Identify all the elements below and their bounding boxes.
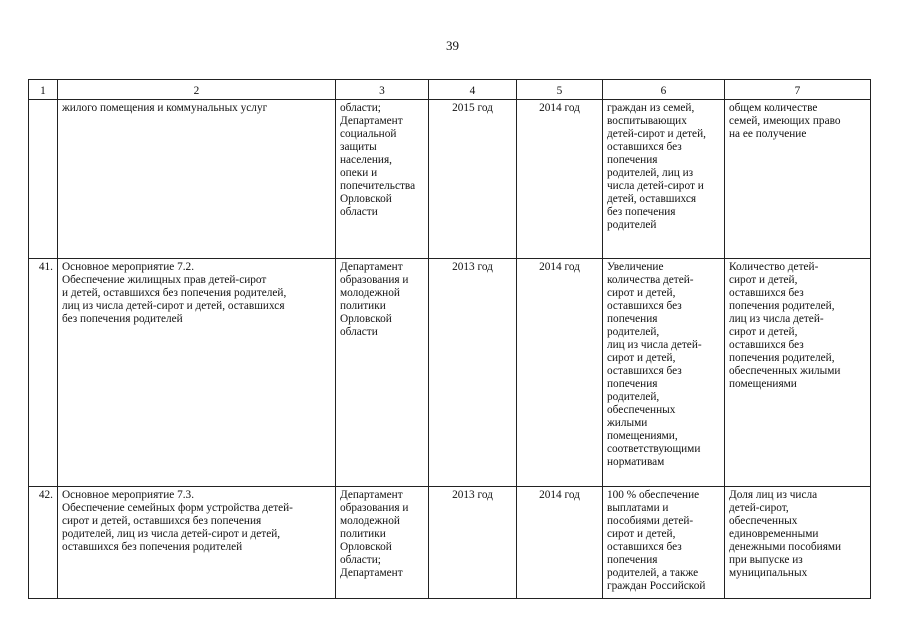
cell-text-line: области; <box>340 554 381 566</box>
cell-text-line: граждан Российской <box>607 580 706 592</box>
cell-text-line: попечения <box>607 154 658 166</box>
cell-text-line: обеспеченных <box>729 515 798 527</box>
cell-text-line: Орловской <box>340 193 392 205</box>
cell-text-line: единовременными <box>729 528 819 540</box>
cell-text-line: общем количестве <box>729 102 818 114</box>
indicator-cell <box>725 259 871 487</box>
cell-text-line: родителей, а также <box>607 567 699 579</box>
table-row <box>29 259 871 487</box>
cell-text-line: муниципальных <box>729 567 808 579</box>
cell-text-line: Департамент <box>340 261 403 273</box>
cell-text-line: выплатами и <box>607 502 669 514</box>
end-year-cell: 2014 год <box>517 487 603 599</box>
executor-cell <box>336 259 429 487</box>
row-number-cell: 42. <box>29 487 58 599</box>
cell-text-line: без попечения <box>607 206 676 218</box>
cell-text-line: сирот и детей, <box>729 274 798 286</box>
executor-cell <box>336 487 429 599</box>
header-cell-7: 7 <box>725 80 871 100</box>
row-number-cell: 41. <box>29 259 58 487</box>
expected-result-cell <box>603 259 725 487</box>
cell-text-line: области <box>340 206 378 218</box>
table-row <box>29 100 871 259</box>
table-row <box>29 487 871 599</box>
cell-text-line: семей, имеющих право <box>729 115 841 127</box>
cell-text-line: родителей, <box>607 326 660 338</box>
cell-text-line: родителей <box>607 219 657 231</box>
activity-cell <box>58 487 336 599</box>
cell-text-line: лиц из числа детей- <box>607 339 702 351</box>
cell-text-line: попечения <box>607 313 658 325</box>
header-cell-3: 3 <box>336 80 429 100</box>
cell-text-line: Департамент <box>340 115 403 127</box>
cell-text-line: денежными пособиями <box>729 541 842 553</box>
end-year-cell: 2014 год <box>517 100 603 259</box>
cell-text-line: молодежной <box>340 515 400 527</box>
cell-text-line: числа детей-сирот и <box>607 180 704 192</box>
cell-text-line: Орловской <box>340 313 392 325</box>
cell-text-line: жилого помещения и коммунальных услуг <box>62 102 268 114</box>
row-number-cell <box>29 100 58 259</box>
cell-text-line: политики <box>340 300 386 312</box>
cell-text-line: обеспеченных жилыми <box>729 365 841 377</box>
cell-text-line: родителей, лиц из числа детей-сирот и детей, <box>62 528 281 540</box>
cell-text-line: социальной <box>340 128 397 140</box>
cell-text-line: сирот и детей, <box>607 287 676 299</box>
header-cell-6: 6 <box>603 80 725 100</box>
cell-text-line: и детей, оставшихся без попечения родителей, <box>62 287 287 299</box>
activity-cell <box>58 100 336 259</box>
cell-text-line: сирот и детей, оставшихся без попечения <box>62 515 262 527</box>
cell-text-line: лиц из числа детей- <box>729 313 824 325</box>
cell-text-line: оставшихся без <box>607 365 682 377</box>
cell-text-line: детей-сирот, <box>729 502 789 514</box>
cell-text-line: Количество детей- <box>729 261 819 273</box>
cell-text-line: оставшихся без <box>607 300 682 312</box>
cell-text-line: попечения родителей, <box>729 300 835 312</box>
cell-text-line: сирот и детей, <box>607 528 676 540</box>
cell-text-line: политики <box>340 528 386 540</box>
cell-text-line: обеспеченных <box>607 404 676 416</box>
executor-cell <box>336 100 429 259</box>
cell-text-line: помещениями <box>729 378 797 390</box>
cell-text-line: оставшихся без <box>607 141 682 153</box>
cell-text-line: нормативам <box>607 456 665 468</box>
cell-text-line: воспитывающих <box>607 115 687 127</box>
cell-text-line: жилыми <box>607 417 648 429</box>
cell-text-line: молодежной <box>340 287 400 299</box>
start-year-cell: 2013 год <box>429 487 517 599</box>
cell-text-line: Орловской <box>340 541 392 553</box>
activity-cell <box>58 259 336 487</box>
cell-text-line: оставшихся без <box>607 541 682 553</box>
start-year-cell: 2015 год <box>429 100 517 259</box>
header-cell-2: 2 <box>58 80 336 100</box>
cell-text-line: области; <box>340 102 381 114</box>
cell-text-line: образования и <box>340 274 409 286</box>
cell-text-line: количества детей- <box>607 274 694 286</box>
cell-text-line: населения, <box>340 154 392 166</box>
cell-text-line: сирот и детей, <box>607 352 676 364</box>
cell-text-line: Департамент <box>340 567 403 579</box>
page-number: 39 <box>446 38 459 53</box>
cell-text-line: пособиями детей- <box>607 515 694 527</box>
expected-result-cell <box>603 100 725 259</box>
header-row <box>29 80 871 100</box>
cell-text-line: граждан из семей, <box>607 102 695 114</box>
cell-text-line: оставшихся без <box>729 287 804 299</box>
cell-text-line: родителей, лиц из <box>607 167 694 179</box>
cell-text-line: Доля лиц из числа <box>729 489 818 501</box>
cell-text-line: 100 % обеспечение <box>607 489 700 501</box>
cell-text-line: защиты <box>340 141 377 153</box>
cell-text-line: попечительства <box>340 180 416 192</box>
cell-text-line: оставшихся без попечения родителей <box>62 541 243 553</box>
cell-text-line: родителей, <box>607 391 660 403</box>
cell-text-line: сирот и детей, <box>729 326 798 338</box>
cell-text-line: лиц из числа детей-сирот и детей, оставшихся <box>62 300 285 312</box>
cell-text-line: Увеличение <box>607 261 664 273</box>
cell-text-line: Департамент <box>340 489 403 501</box>
header-cell-1: 1 <box>29 80 58 100</box>
cell-text-line: детей-сирот и детей, <box>607 128 706 140</box>
cell-text-line: Обеспечение семейных форм устройства детей- <box>62 502 293 514</box>
start-year-cell: 2013 год <box>429 259 517 487</box>
cell-text-line: образования и <box>340 502 409 514</box>
cell-text-line: помещениями, <box>607 430 678 442</box>
indicator-cell <box>725 487 871 599</box>
cell-text-line: опеки и <box>340 167 378 179</box>
cell-text-line: детей, оставшихся <box>607 193 697 205</box>
cell-text-line: при выпуске из <box>729 554 803 566</box>
cell-text-line: области <box>340 326 378 338</box>
cell-text-line: попечения родителей, <box>729 352 835 364</box>
cell-text-line: Основное мероприятие 7.2. <box>62 261 195 273</box>
cell-text-line: Обеспечение жилищных прав детей-сирот <box>62 274 267 286</box>
program-table <box>28 79 871 599</box>
indicator-cell <box>725 100 871 259</box>
end-year-cell: 2014 год <box>517 259 603 487</box>
cell-text-line: без попечения родителей <box>62 313 183 325</box>
cell-text-line: попечения <box>607 554 658 566</box>
cell-text-line: Основное мероприятие 7.3. <box>62 489 195 501</box>
header-cell-5: 5 <box>517 80 603 100</box>
cell-text-line: оставшихся без <box>729 339 804 351</box>
header-cell-4: 4 <box>429 80 517 100</box>
cell-text-line: на ее получение <box>729 128 807 140</box>
cell-text-line: соответствующими <box>607 443 701 455</box>
cell-text-line: попечения <box>607 378 658 390</box>
expected-result-cell <box>603 487 725 599</box>
